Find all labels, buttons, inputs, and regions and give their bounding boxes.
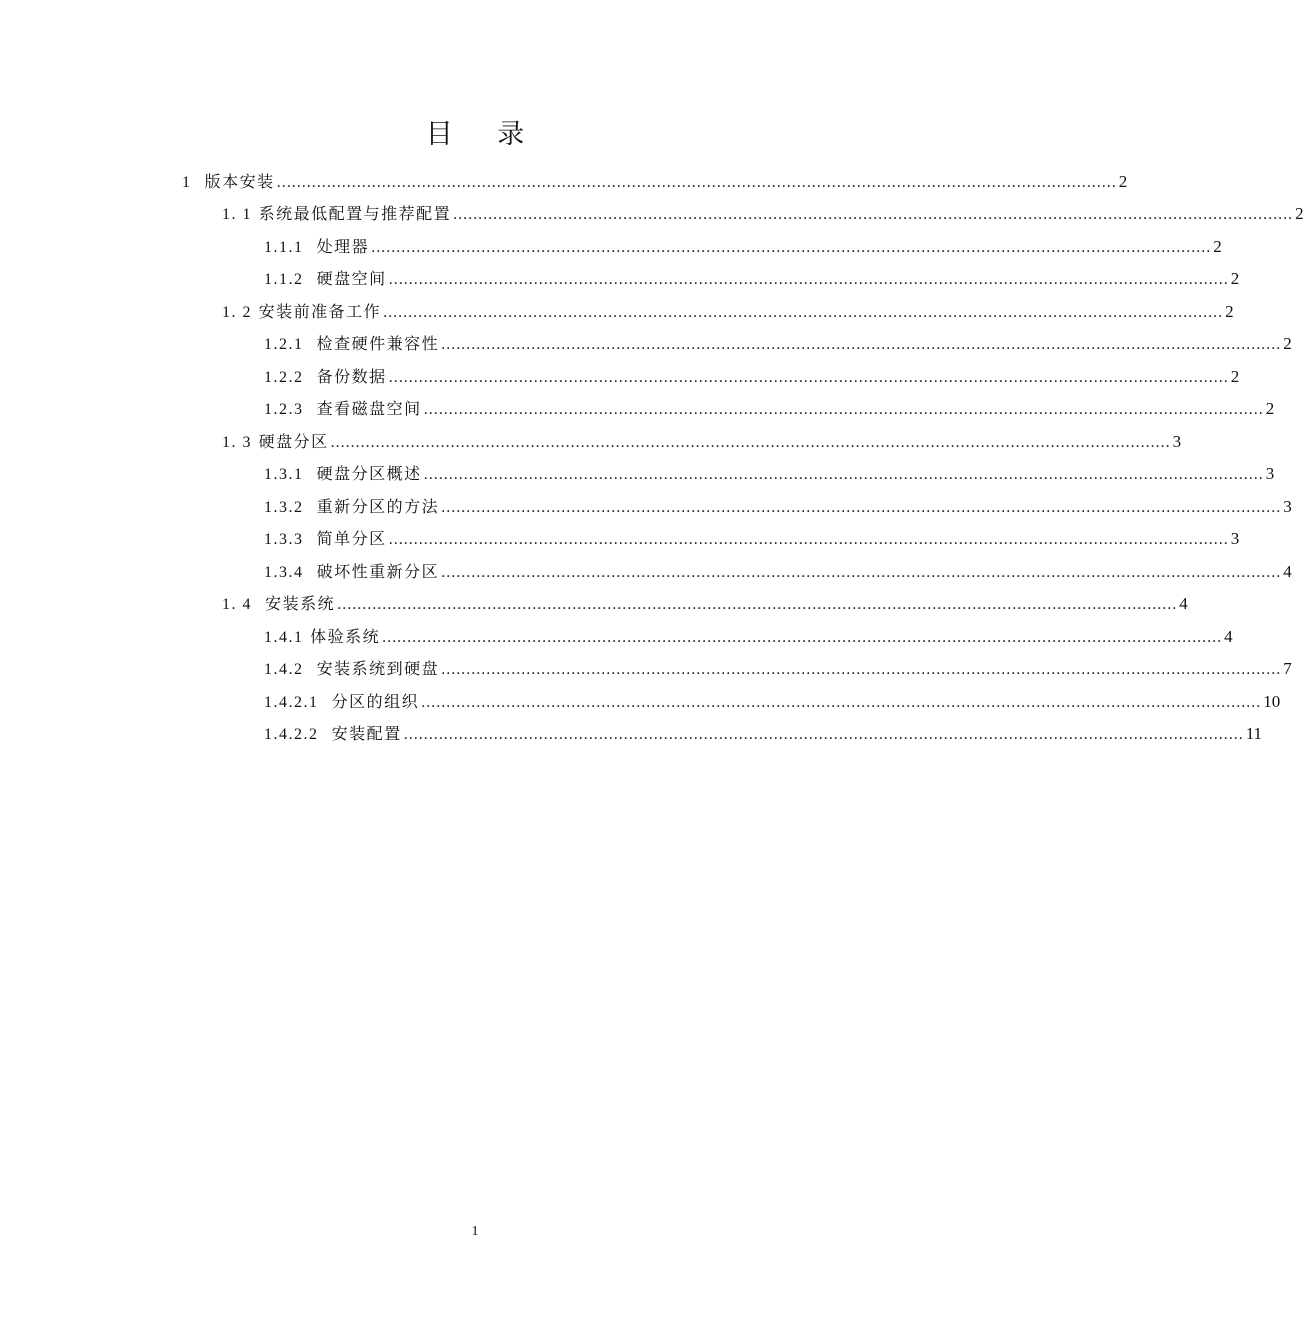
toc-entry-page: 2 [1283, 334, 1292, 353]
toc-entry[interactable] [222, 592, 1188, 616]
toc-leader-dots: ........................................................................................................................................................................ [423, 466, 1264, 483]
toc-entry-text: 安装配置 [331, 724, 402, 743]
toc-leader-dots: ........................................................................................................................................................................ [337, 596, 1178, 613]
toc-entry-text: 硬盘分区概述 [316, 464, 422, 483]
toc-entry-page: 2 [1230, 367, 1240, 386]
toc-entry[interactable] [264, 657, 1292, 681]
toc-leader-dots: ........................................................................................................................................................................ [276, 174, 1117, 191]
toc-entry-text: 重新分区的方法 [316, 497, 440, 516]
toc-entry-page: 3 [1283, 497, 1292, 516]
toc-entry-text: 安装前准备工作 [258, 302, 382, 321]
toc-entry[interactable] [264, 560, 1292, 584]
toc-entry-number: 1. 3 [222, 434, 252, 451]
toc-entry[interactable] [222, 300, 1234, 324]
toc-entry-number: 1.2.2 [264, 369, 304, 386]
toc-entry-page: 10 [1263, 692, 1281, 711]
toc-leader-dots: ........................................................................................................................................................................ [382, 629, 1223, 646]
toc-leader-dots: ........................................................................................................................................................................ [441, 499, 1282, 516]
toc-entry-number: 1.3.2 [264, 499, 304, 516]
toc-entry-text: 版本安装 [204, 172, 275, 191]
toc-entry-text: 体验系统 [310, 627, 381, 646]
toc-entry-text: 检查硬件兼容性 [316, 334, 440, 353]
toc-entry-page: 7 [1283, 659, 1292, 678]
toc-entry[interactable] [264, 722, 1263, 746]
toc-entry-number: 1.3.3 [264, 531, 304, 548]
toc-leader-dots: ........................................................................................................................................................................ [371, 239, 1212, 256]
toc-entry-number: 1.4.2 [264, 661, 304, 678]
toc-entry-page: 2 [1295, 204, 1304, 223]
toc-entry-number: 1. 4 [222, 596, 252, 613]
toc-leader-dots: ........................................................................................................................................................................ [421, 694, 1262, 711]
toc-entry-number: 1 [182, 174, 192, 191]
toc-entry[interactable] [264, 365, 1240, 389]
toc-entry-number: 1.2.3 [264, 401, 304, 418]
toc-entry-page: 2 [1213, 237, 1222, 256]
toc-leader-dots: ........................................................................................................................................................................ [330, 434, 1171, 451]
toc-entry-number: 1.4.2.2 [264, 726, 319, 743]
toc-entry-text: 系统最低配置与推荐配置 [258, 204, 452, 223]
toc-entry-text: 安装系统到硬盘 [316, 659, 440, 678]
toc-entry-number: 1.4.2.1 [264, 694, 319, 711]
toc-entry-page: 2 [1230, 269, 1240, 288]
toc-entry[interactable] [264, 527, 1240, 551]
toc-entry-text: 硬盘空间 [316, 269, 387, 288]
toc-entry-text: 分区的组织 [331, 692, 420, 711]
page-number: 1 [471, 1224, 479, 1239]
toc-entry-page: 11 [1245, 724, 1263, 743]
toc-entry-number: 1. 1 [222, 206, 252, 223]
toc-entry-page: 2 [1118, 172, 1128, 191]
toc-entry[interactable] [264, 495, 1292, 519]
toc-leader-dots: ........................................................................................................................................................................ [383, 304, 1224, 321]
toc-leader-dots: ........................................................................................................................................................................ [388, 271, 1229, 288]
toc-entry[interactable] [264, 690, 1281, 714]
toc-entry-page: 2 [1265, 399, 1275, 418]
toc-entry[interactable] [222, 202, 1304, 226]
toc-entry[interactable] [182, 170, 1128, 194]
toc-leader-dots: ........................................................................................................................................................................ [423, 401, 1264, 418]
toc-entry-text: 处理器 [316, 237, 370, 256]
toc-leader-dots: ........................................................................................................................................................................ [453, 206, 1294, 223]
toc-entry-page: 4 [1224, 627, 1233, 646]
toc-leader-dots: ........................................................................................................................................................................ [388, 531, 1229, 548]
toc-entry-number: 1.3.1 [264, 466, 304, 483]
toc-entry-number: 1.4.1 [264, 629, 304, 646]
toc-leader-dots: ........................................................................................................................................................................ [403, 726, 1244, 743]
toc-leader-dots: ........................................................................................................................................................................ [388, 369, 1229, 386]
toc-leader-dots: ........................................................................................................................................................................ [441, 661, 1282, 678]
toc-entry-page: 2 [1225, 302, 1234, 321]
toc-entry-number: 1.1.2 [264, 271, 304, 288]
toc-entry-text: 简单分区 [316, 529, 387, 548]
toc-entry-page: 3 [1265, 464, 1275, 483]
toc-entry-text: 查看磁盘空间 [316, 399, 422, 418]
toc-entry-number: 1.3.4 [264, 564, 304, 581]
toc-entry[interactable] [264, 462, 1275, 486]
toc-leader-dots: ........................................................................................................................................................................ [441, 336, 1282, 353]
toc-entry[interactable] [264, 235, 1222, 259]
toc-leader-dots: ........................................................................................................................................................................ [441, 564, 1282, 581]
toc-entry-text: 安装系统 [265, 594, 336, 613]
toc-entry-text: 备份数据 [316, 367, 387, 386]
toc-entry-page: 4 [1179, 594, 1188, 613]
toc-entry[interactable] [264, 625, 1233, 649]
toc-entry[interactable] [264, 267, 1240, 291]
toc-entry-page: 4 [1283, 562, 1292, 581]
toc-entry[interactable] [222, 430, 1182, 454]
toc-entry-number: 1.1.1 [264, 239, 304, 256]
toc-entry[interactable] [264, 332, 1292, 356]
toc-entry-text: 破坏性重新分区 [316, 562, 440, 581]
toc-entry[interactable] [264, 397, 1275, 421]
toc-entry-page: 3 [1172, 432, 1182, 451]
toc-title: 目 录 [425, 119, 543, 150]
toc-entry-number: 1.2.1 [264, 336, 304, 353]
toc-entry-text: 硬盘分区 [258, 432, 329, 451]
toc-entry-page: 3 [1230, 529, 1240, 548]
toc-entry-number: 1. 2 [222, 304, 252, 321]
